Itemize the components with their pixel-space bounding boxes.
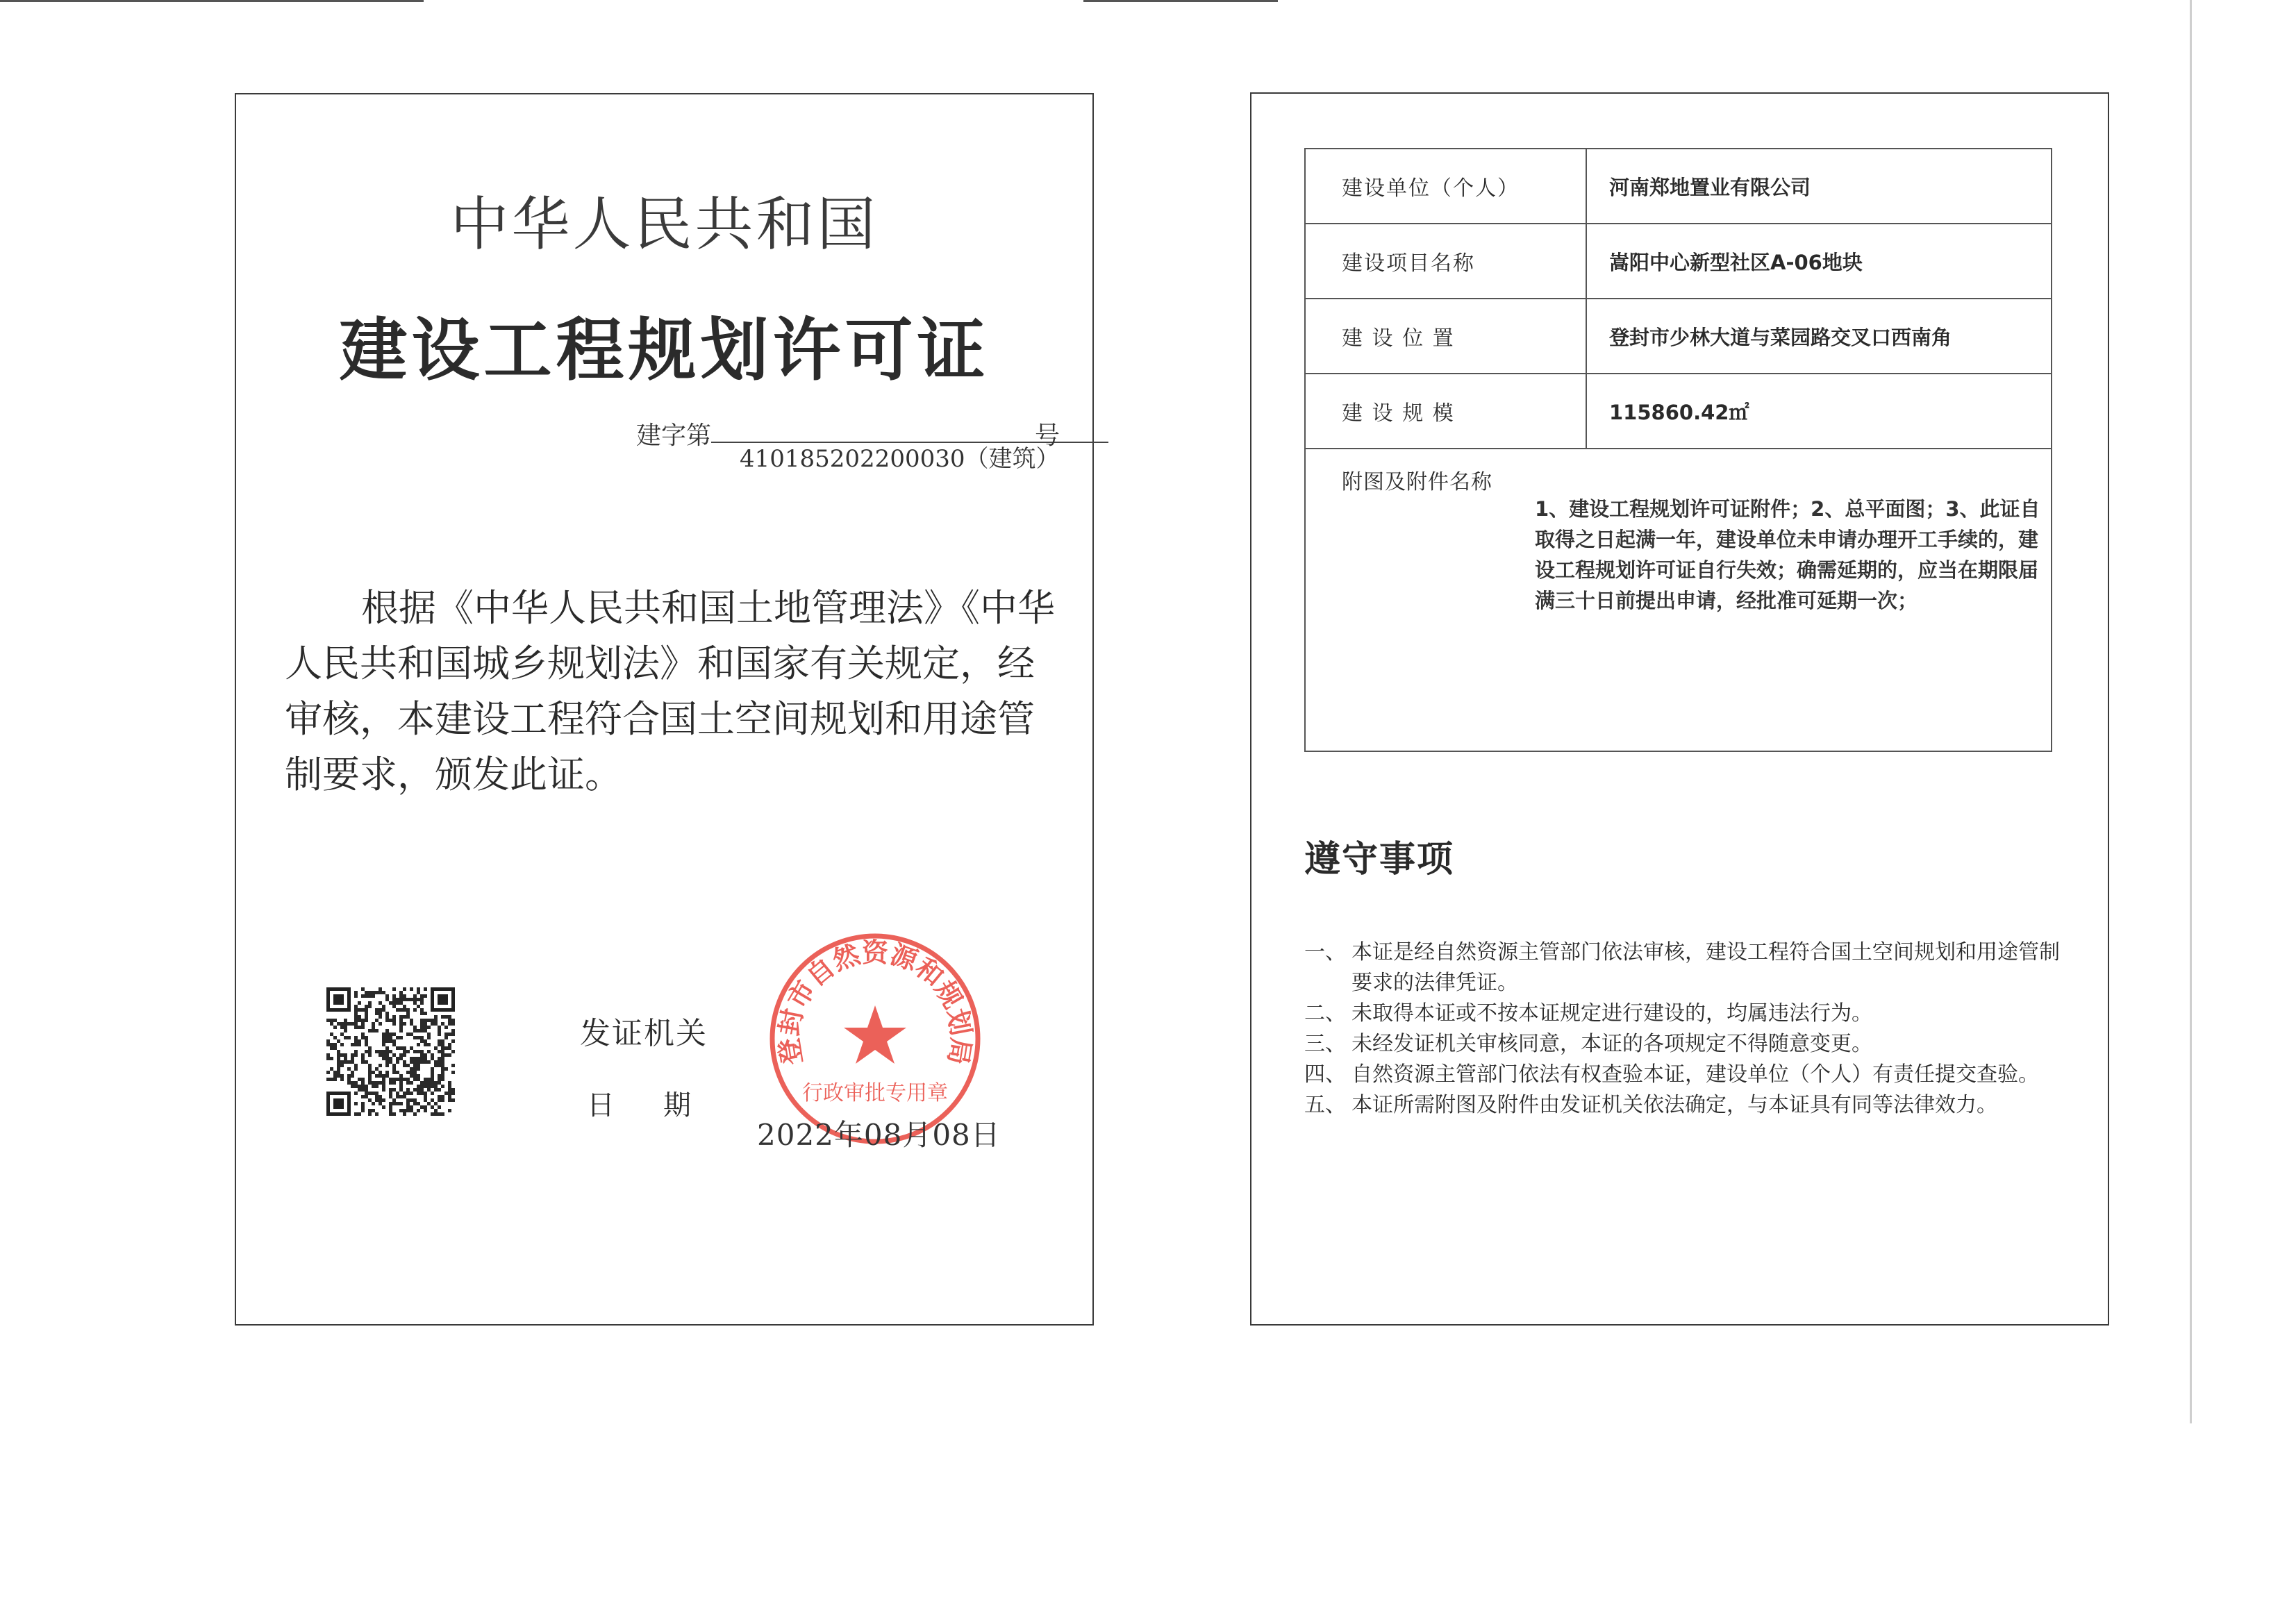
table-row bbox=[1305, 374, 2052, 449]
note-text: 未经发证机关审核同意，本证的各项规定不得随意变更。 bbox=[1351, 1032, 1872, 1056]
permit-back-page bbox=[1250, 92, 2109, 1326]
scan-edge-left bbox=[0, 0, 424, 2]
list-item bbox=[1304, 1090, 2061, 1121]
seal-star-icon bbox=[844, 1005, 906, 1064]
body-text: 根据《中华人民共和国土地管理法》《中华人民共和国城乡规划法》和国家有关规定，经审核，本建设工程符合国土空间规划和用途管制要求，颁发此证。 bbox=[285, 586, 1055, 796]
list-item bbox=[1304, 1060, 2061, 1090]
note-text: 未取得本证或不按本证规定进行建设的，均属违法行为。 bbox=[1351, 1001, 1872, 1026]
row-label: 建 设 位 置 bbox=[1305, 299, 1586, 374]
permit-number: 410185202200030（建筑） bbox=[740, 445, 1060, 473]
permit-front-page bbox=[235, 93, 1094, 1326]
table-row bbox=[1305, 299, 2052, 374]
note-number: 三、 bbox=[1304, 1032, 1346, 1056]
row-value: 河南郑地置业有限公司 bbox=[1586, 149, 2052, 224]
country-name: 中华人民共和国 bbox=[450, 190, 879, 258]
note-number: 一、 bbox=[1304, 940, 1346, 964]
list-item bbox=[1304, 998, 2061, 1029]
permit-body-text bbox=[285, 580, 1063, 803]
note-text: 自然资源主管部门依法有权查验本证，建设单位（个人）有责任提交查验。 bbox=[1351, 1062, 2039, 1087]
note-text: 本证所需附图及附件由发证机关依法确定，与本证具有同等法律效力。 bbox=[1351, 1093, 1997, 1117]
row-value: 登封市少林大道与菜园路交叉口西南角 bbox=[1586, 299, 2052, 374]
note-text: 本证是经自然资源主管部门依法审核，建设工程符合国土空间规划和用途管制要求的法律凭证。 bbox=[1351, 940, 2060, 995]
qr-code-graphic bbox=[326, 987, 455, 1116]
seal-arc-text: 登封市自然资源和规划局 bbox=[773, 937, 977, 1067]
attachments-text: 1、建设工程规划许可证附件；2、总平面图；3、此证自取得之日起满一年，建设单位未申请办理开工手续的，建设工程规划许可证自行失效；确需延期的，应当在期限届满三十日前提出申请，经批准可延期一次； bbox=[1535, 497, 2040, 612]
row-label: 建设项目名称 bbox=[1305, 224, 1586, 299]
note-number: 四、 bbox=[1304, 1062, 1346, 1087]
date-label: 日期 bbox=[587, 1089, 740, 1121]
qr-code-icon bbox=[326, 987, 455, 1116]
row-label: 建 设 规 模 bbox=[1305, 374, 1586, 449]
row-value: 115860.42㎡ bbox=[1586, 374, 2052, 449]
seal-bottom-text: 行政审批专用章 bbox=[802, 1081, 948, 1105]
table-row bbox=[1305, 149, 2052, 224]
certificate-title: 建设工程规划许可证 bbox=[339, 310, 990, 390]
notes-title: 遵守事项 bbox=[1304, 839, 1455, 880]
list-item bbox=[1304, 1029, 2061, 1060]
attachments-row bbox=[1305, 449, 2052, 751]
scan-edge-right bbox=[2190, 0, 2192, 1423]
row-value: 嵩阳中心新型社区A-06地块 bbox=[1586, 224, 2052, 299]
number-suffix: 号 bbox=[1035, 421, 1060, 450]
table-row bbox=[1305, 224, 2052, 299]
scan-edge-middle bbox=[1083, 0, 1278, 2]
issue-date: 2022年08月08日 bbox=[757, 1118, 1001, 1152]
note-number: 二、 bbox=[1304, 1001, 1346, 1026]
note-number: 五、 bbox=[1304, 1093, 1346, 1117]
list-item bbox=[1304, 937, 2061, 998]
project-info-table bbox=[1304, 148, 2052, 752]
issuer-label: 发证机关 bbox=[580, 1016, 708, 1051]
row-label: 建设单位（个人） bbox=[1305, 149, 1586, 224]
attachments-label: 附图及附件名称 bbox=[1342, 470, 1492, 494]
notes-list bbox=[1304, 937, 2061, 1121]
number-prefix: 建字第 bbox=[636, 421, 712, 450]
attachments-cell bbox=[1305, 449, 2052, 751]
